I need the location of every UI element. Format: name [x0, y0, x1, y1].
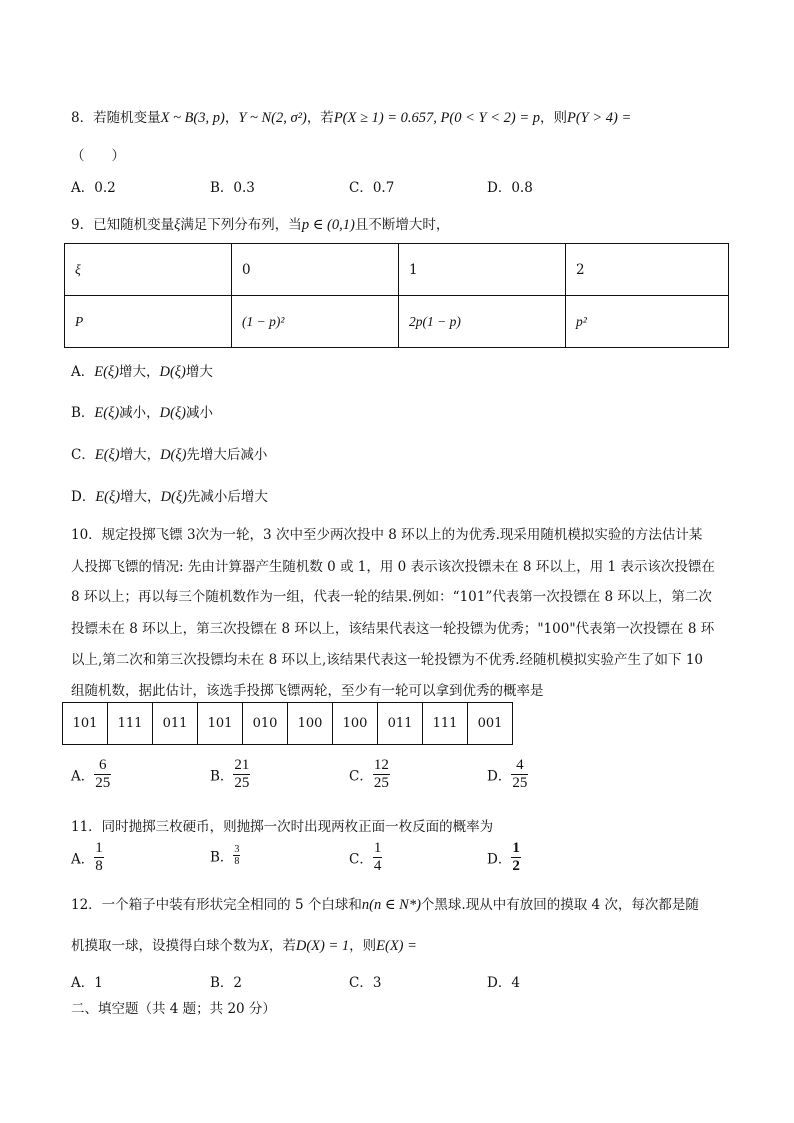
table-cell: 011	[378, 703, 423, 745]
q10-option-a[interactable]: A． $\frac{6}{25}$	[71, 757, 111, 791]
q8-option-c[interactable]: C．0.7	[349, 180, 395, 196]
fraction: $\frac{1}{4}$	[373, 840, 382, 874]
q10-option-b[interactable]: B． $\frac{21}{25}$	[210, 757, 250, 791]
q12-math-n: n(n ∈ N*)	[361, 897, 421, 913]
table-cell: 101	[63, 703, 108, 745]
table-cell: 111	[108, 703, 153, 745]
q10-line-4: 投镖未在 8 环以上，第三次投镖在 8 环以上，该结果代表这一轮投镖为优秀；"100"代表第一次投镖在 8 环	[71, 621, 715, 637]
q12-option-b[interactable]: B．2	[210, 975, 243, 991]
q8-option-a[interactable]: A．0.2	[71, 180, 116, 196]
q9-stem: 9．已知随机变量ξ满足下列分布列，当p ∈ (0,1)且不断增大时，	[71, 217, 450, 233]
fraction: $\frac{21}{25}$	[234, 757, 250, 791]
q11-option-b[interactable]: B． $\frac{3}{8}$	[210, 844, 240, 867]
table-row	[65, 244, 729, 296]
table-cell: 2p(1 − p)	[399, 296, 566, 348]
table-cell: 111	[423, 703, 468, 745]
table-cell: 001	[468, 703, 513, 745]
fraction: $\frac{6}{25}$	[95, 757, 111, 791]
table-cell: ξ	[65, 244, 232, 296]
q11-option-c[interactable]: C． $\frac{1}{4}$	[349, 840, 382, 874]
q9-option-c[interactable]: C．E(ξ)增大，D(ξ)先增大后减小	[71, 447, 268, 463]
table-cell: p²	[566, 296, 729, 348]
table-cell: 011	[153, 703, 198, 745]
q10-line-3: 8 环以上；再以每三个随机数作为一组，代表一轮的结果.例如：“101”代表第一次投镖在 8 环以上，第二次	[71, 589, 712, 605]
section-title: 二、填空题（共 4 题；共 20 分）	[71, 1001, 276, 1017]
table-cell: 100	[288, 703, 333, 745]
fraction: $\frac{1}{2}$	[512, 840, 520, 874]
fraction: $\frac{12}{25}$	[373, 757, 389, 791]
table-cell: P	[65, 296, 232, 348]
q9-option-d[interactable]: D．E(ξ)增大，D(ξ)先减小后增大	[71, 489, 268, 505]
q8-lead: 8．若随机变量	[71, 110, 161, 126]
q9-math-range: p ∈ (0,1)	[301, 217, 355, 233]
table-row	[63, 703, 513, 745]
table-cell: (1 − p)²	[232, 296, 399, 348]
q9-distribution-table	[64, 243, 729, 348]
q10-option-c[interactable]: C． $\frac{12}{25}$	[349, 757, 389, 791]
q11-stem: 11．同时抛掷三枚硬币，则抛掷一次时出现两枚正面一枚反面的概率为	[71, 819, 494, 835]
q8-paren: （ ）	[71, 148, 125, 164]
q11-option-d[interactable]: D． $\frac{1}{2}$	[487, 840, 520, 874]
table-cell: 0	[232, 244, 399, 296]
q12-option-a[interactable]: A．1	[71, 975, 103, 991]
q10-line-6: 组随机数，据此估计，该选手投掷飞镖两轮，至少有一轮可以拿到优秀的概率是	[71, 683, 544, 699]
q10-line-5: 以上,第二次和第三次投镖均未在 8 环以上,该结果代表这一轮投镖为不优秀.经随机模拟实验产生了如下 10	[71, 652, 704, 668]
q8-stem: 8．若随机变量X ~ B(3, p)，Y ~ N(2, σ²)，若P(X ≥ 1) = 0.657, P(0 < Y < 2) = p，则P(Y > 4) =	[71, 110, 632, 126]
q12-line-2: 机摸取一球，设摸得白球个数为X，若D(X) = 1，则E(X) =	[71, 938, 417, 954]
q8-math-question: P(Y > 4) =	[566, 110, 632, 126]
fraction: $\frac{3}{8}$	[234, 844, 240, 867]
q8-math-probs: P(X ≥ 1) = 0.657, P(0 < Y < 2) = p	[333, 110, 540, 126]
table-row	[65, 296, 729, 348]
table-cell: 2	[566, 244, 729, 296]
q8-option-d[interactable]: D．0.8	[487, 180, 533, 196]
q9-math-xi: ξ	[174, 217, 181, 233]
q9-option-a[interactable]: A．E(ξ)增大，D(ξ)增大	[71, 364, 213, 380]
q11-option-a[interactable]: A． $\frac{1}{8}$	[71, 840, 103, 874]
table-cell: 100	[333, 703, 378, 745]
q10-line-1: 10．规定投掷飞镖 3次为一轮，3 次中至少两次投中 8 环以上的为优秀.现采用随机模拟实验的方法估计某	[71, 527, 703, 543]
q8-math-normal: Y ~ N(2, σ²)	[238, 110, 307, 126]
q10-line-2: 人投掷飞镖的情况: 先由计算器产生随机数 0 或 1，用 0 表示该次投镖未在 8 环以上，用 1 表示该次投镖在	[71, 559, 715, 575]
table-cell: 010	[243, 703, 288, 745]
q8-option-b[interactable]: B．0.3	[210, 180, 255, 196]
q12-line-1: 12．一个箱子中装有形状完全相同的 5 个白球和n(n ∈ N*)个黑球.现从中有放回的摸取 4 次，每次都是随	[71, 897, 699, 913]
fraction: $\frac{1}{8}$	[95, 840, 103, 874]
table-cell: 101	[198, 703, 243, 745]
fraction: $\frac{4}{25}$	[512, 757, 528, 791]
q8-math-binomial: X ~ B(3, p)	[160, 110, 225, 126]
q10-random-numbers-table	[62, 702, 513, 745]
q12-option-d[interactable]: D．4	[487, 975, 520, 991]
q9-option-b[interactable]: B．E(ξ)减小，D(ξ)减小	[71, 405, 213, 421]
q10-option-d[interactable]: D． $\frac{4}{25}$	[487, 757, 528, 791]
q12-option-c[interactable]: C．3	[349, 975, 382, 991]
table-cell: 1	[399, 244, 566, 296]
